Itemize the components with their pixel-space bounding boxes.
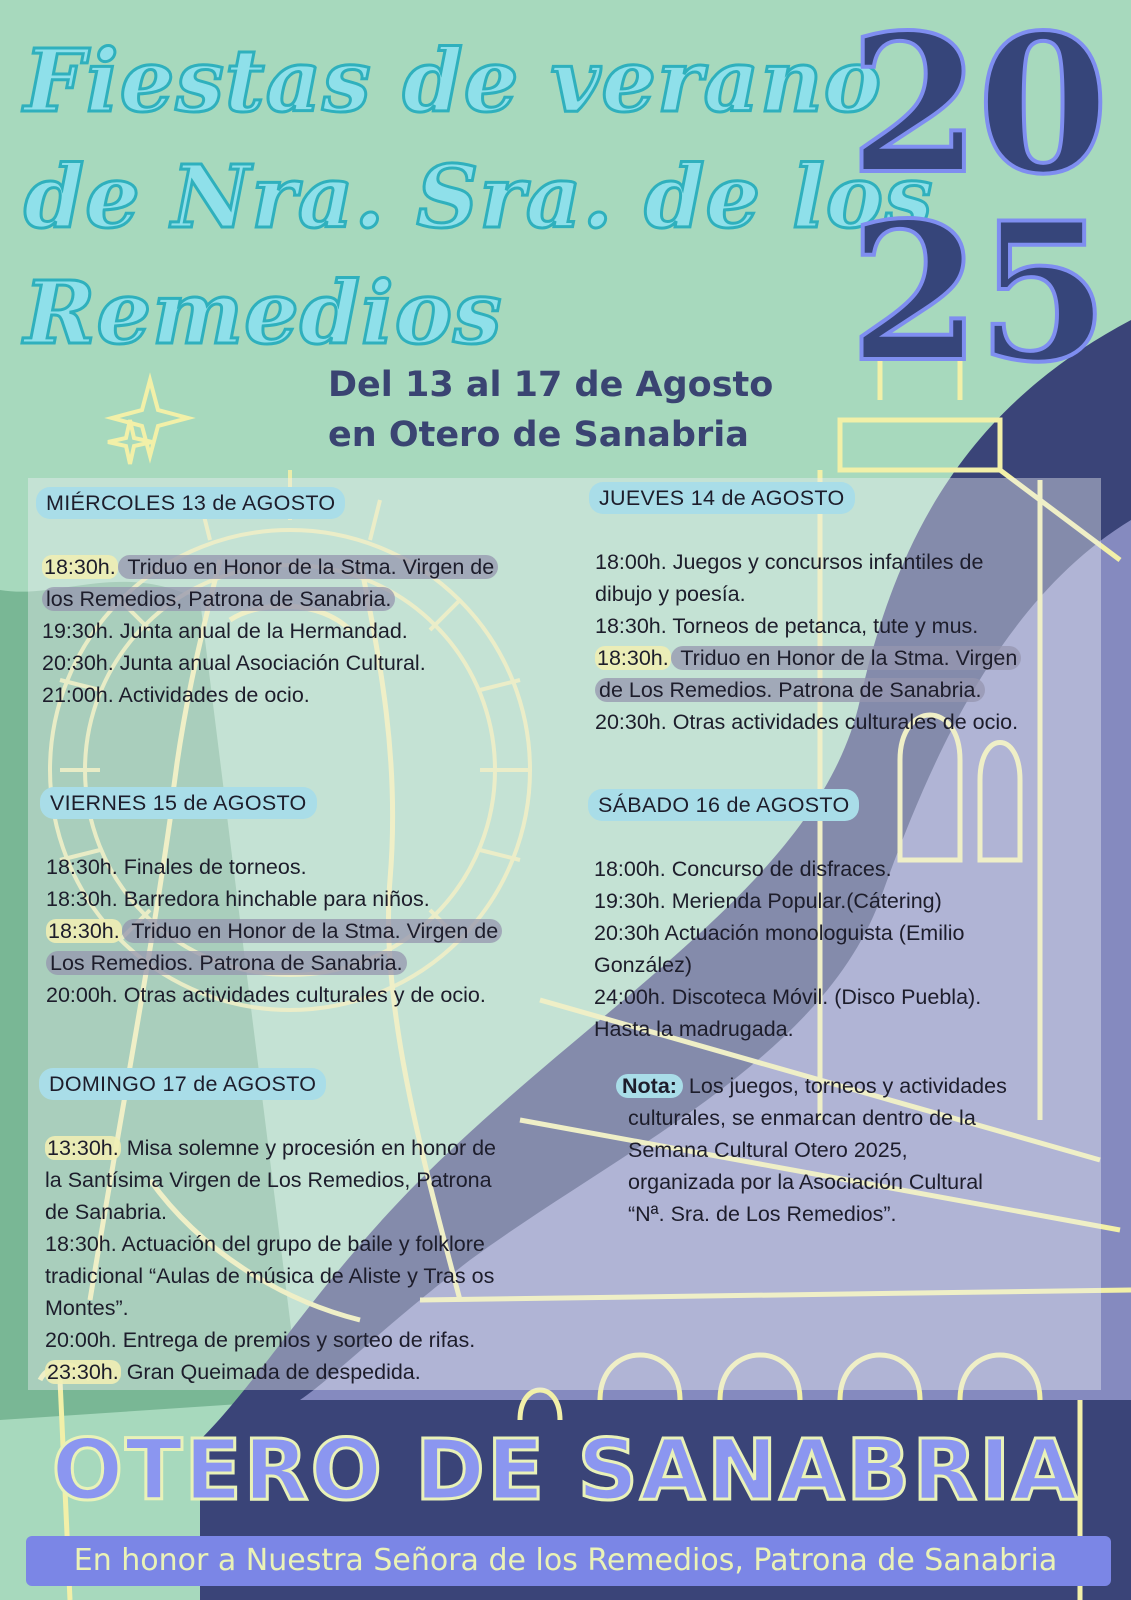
event-time: 24:00h. — [594, 985, 666, 1009]
event-line — [595, 674, 1095, 706]
event-text: Otras actividades culturales de ocio. — [666, 710, 1019, 734]
event-time: 18:30h. — [44, 555, 116, 579]
event-time: 18:00h. — [595, 550, 667, 574]
note-line — [622, 1070, 1088, 1102]
event-time: 18:30h. — [595, 614, 667, 638]
event-time: 19:30h. — [594, 889, 666, 913]
note-line: culturales, se enmarcan dentro de la — [628, 1106, 976, 1130]
note-text: Los juegos, torneos y actividades — [682, 1074, 1007, 1098]
event-time: 20:00h. — [45, 1328, 117, 1352]
event-line — [42, 647, 562, 679]
event-time: 21:00h. — [42, 683, 114, 707]
day-heading: JUEVES 14 de AGOSTO — [589, 482, 855, 514]
event-line — [42, 583, 562, 615]
poster-title — [24, 24, 934, 372]
event-line — [45, 1164, 570, 1196]
event-text: González) — [594, 953, 692, 977]
event-line — [595, 706, 1095, 738]
event-text: Merienda Popular.(Cátering) — [665, 889, 942, 913]
event-text: dibujo y poesía. — [595, 582, 746, 606]
event-line — [594, 1013, 1094, 1045]
event-line — [46, 851, 566, 883]
day-heading: VIERNES 15 de AGOSTO — [40, 787, 317, 819]
event-line — [595, 546, 1095, 578]
event-line — [42, 679, 562, 711]
event-time: 20:30h. — [42, 651, 114, 675]
event-text: Entrega de premios y sorteo de rifas. — [116, 1328, 476, 1352]
event-line — [45, 1324, 570, 1356]
event-time: 23:30h. — [47, 1360, 119, 1384]
event-text: Actuación del grupo de baile y folklore — [116, 1232, 485, 1256]
day-heading: MIÉRCOLES 13 de AGOSTO — [36, 487, 345, 519]
year-top: 20 — [848, 0, 1106, 216]
event-time: 18:30h. — [46, 855, 118, 879]
event-text: Junta anual Asociación Cultural. — [113, 651, 426, 675]
note-label: Nota: — [616, 1074, 683, 1098]
event-text: la Santísima Virgen de Los Remedios, Patrona — [45, 1168, 492, 1192]
title-line: Fiestas de verano — [24, 31, 883, 132]
event-time: 20:00h. — [46, 983, 118, 1007]
event-time: 18:30h. — [48, 919, 120, 943]
event-text: Misa solemne y procesión en honor de — [120, 1136, 496, 1160]
event-text: Hasta la madrugada. — [594, 1017, 794, 1041]
event-text: de Sanabria. — [45, 1200, 167, 1224]
event-line — [594, 981, 1094, 1013]
event-text: Montes”. — [45, 1296, 129, 1320]
title-line: de Nra. Sra. de los — [24, 147, 934, 248]
event-time: 18:30h. — [46, 887, 118, 911]
event-time: 19:30h. — [42, 619, 114, 643]
note-line: organizada por la Asociación Cultural — [628, 1170, 983, 1194]
day-heading: SÁBADO 16 de AGOSTO — [588, 789, 859, 821]
event-text: Actuación monologuista (Emilio — [659, 921, 965, 945]
event-text: Discoteca Móvil. (Disco Puebla). — [665, 985, 982, 1009]
event-line — [45, 1356, 570, 1388]
event-line — [42, 551, 562, 583]
event-line — [594, 853, 1094, 885]
event-text: Actividades de ocio. — [113, 683, 310, 707]
day-block-friday — [46, 787, 566, 1011]
day-block-saturday — [594, 789, 1094, 1045]
event-line — [42, 615, 562, 647]
event-text: Junta anual de la Hermandad. — [113, 619, 408, 643]
event-time: 20:30h — [594, 921, 660, 945]
event-line — [595, 642, 1095, 674]
event-text: Triduo en Honor de la Stma. Virgen de — [122, 919, 503, 943]
event-line — [45, 1196, 570, 1228]
day-block-wednesday — [42, 487, 562, 711]
title-line: Remedios — [24, 263, 503, 364]
event-line — [46, 883, 566, 915]
footer-dedication: En honor a Nuestra Señora de los Remedios, Patrona de Sanabria — [73, 1543, 1058, 1578]
event-text: Triduo en Honor de la Stma. Virgen — [671, 646, 1022, 670]
event-line — [45, 1132, 570, 1164]
event-text: Concurso de disfraces. — [665, 857, 892, 881]
event-line — [45, 1292, 570, 1324]
event-text: de Los Remedios. Patrona de Sanabria. — [595, 678, 985, 702]
event-text: los Remedios, Patrona de Sanabria. — [42, 587, 395, 611]
town-name-heading: OTERO DE SANABRIA — [51, 1421, 1080, 1519]
event-line — [45, 1260, 570, 1292]
subtitle-line: en Otero de Sanabria — [328, 415, 749, 455]
event-time: 18:30h. — [597, 646, 669, 670]
event-text: Otras actividades culturales y de ocio. — [117, 983, 486, 1007]
event-time: 20:30h. — [595, 710, 667, 734]
event-time: 18:30h. — [45, 1232, 117, 1256]
event-line — [46, 979, 566, 1011]
event-text: Gran Queimada de despedida. — [120, 1360, 421, 1384]
event-line — [595, 578, 1095, 610]
note-line: “Nª. Sra. de Los Remedios”. — [628, 1202, 897, 1226]
event-line — [594, 949, 1094, 981]
event-time: 18:00h. — [594, 857, 666, 881]
event-time: 13:30h. — [47, 1136, 119, 1160]
day-block-sunday — [45, 1068, 570, 1388]
event-text: Juegos y concursos infantiles de — [666, 550, 984, 574]
year-bottom: 25 — [848, 181, 1106, 404]
event-line — [594, 917, 1094, 949]
note-block — [622, 1070, 1088, 1230]
event-line — [595, 610, 1095, 642]
date-location-subtitle — [328, 360, 773, 460]
day-block-thursday — [595, 482, 1095, 738]
event-text: Triduo en Honor de la Stma. Virgen de — [118, 555, 499, 579]
event-text: Torneos de petanca, tute y mus. — [666, 614, 979, 638]
event-line — [594, 885, 1094, 917]
event-text: tradicional “Aulas de música de Aliste y Tras os — [45, 1264, 495, 1288]
note-line: Semana Cultural Otero 2025, — [628, 1138, 908, 1162]
event-text: Finales de torneos. — [117, 855, 307, 879]
event-line — [46, 947, 566, 979]
event-text: Barredora hinchable para niños. — [117, 887, 430, 911]
event-text: Los Remedios. Patrona de Sanabria. — [46, 951, 407, 975]
event-line — [45, 1228, 570, 1260]
day-heading: DOMINGO 17 de AGOSTO — [39, 1068, 326, 1100]
event-line — [46, 915, 566, 947]
subtitle-line: Del 13 al 17 de Agosto — [328, 365, 774, 405]
